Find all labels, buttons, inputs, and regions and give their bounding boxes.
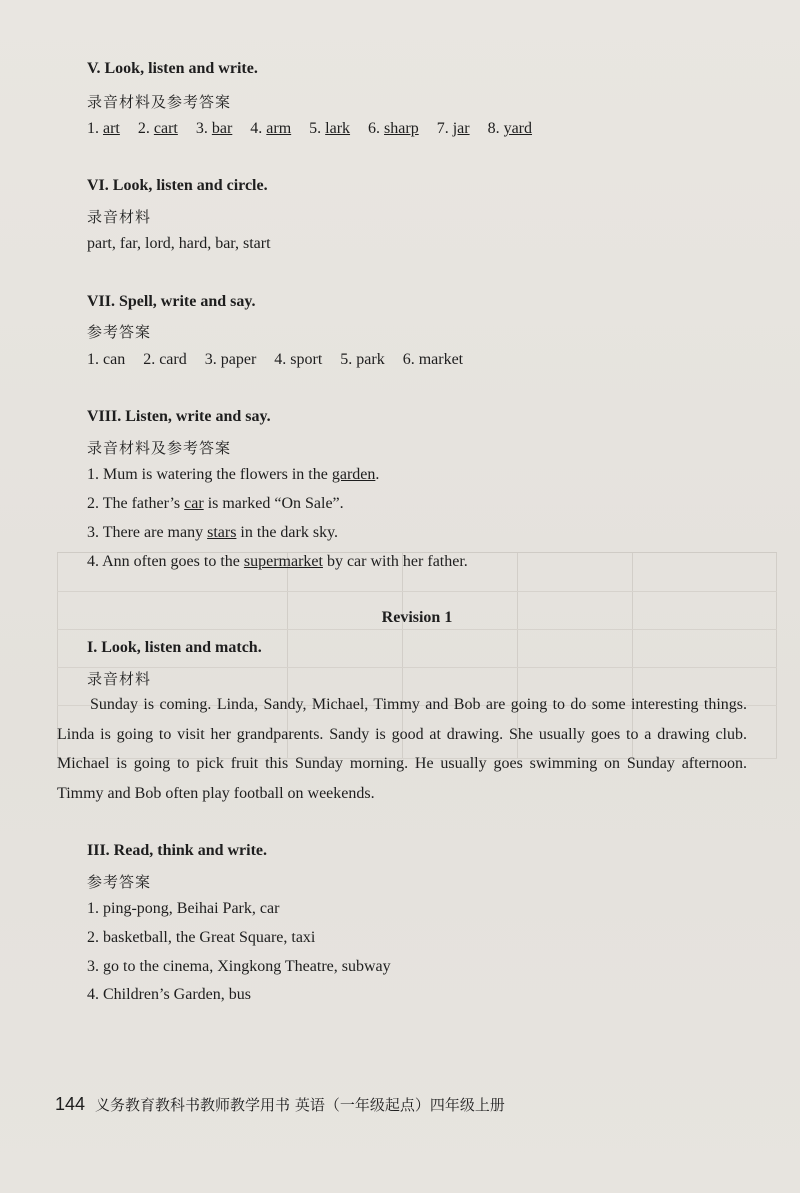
answer-item: 6. sharp xyxy=(368,120,419,137)
answer-item: 4. sport xyxy=(274,351,323,368)
list-item: 2. basketball, the Great Square, taxi xyxy=(87,929,316,946)
section-v-answers xyxy=(87,120,546,138)
answer-item: 6. market xyxy=(402,351,464,368)
revision-i-heading: I. Look, listen and match. xyxy=(87,639,262,656)
answer-item: 2. card xyxy=(143,351,187,368)
list-item: 4. Children’s Garden, bus xyxy=(87,986,251,1003)
list-item: 1. ping-pong, Beihai Park, car xyxy=(87,900,280,917)
section-viii-heading: VIII. Listen, write and say. xyxy=(87,408,271,425)
sentence-item: 3. There are many stars in the dark sky. xyxy=(87,524,339,541)
answer-item: 3. paper xyxy=(204,351,257,368)
answer-item: 5. park xyxy=(340,351,385,368)
answer-item: 8. yard xyxy=(487,120,533,137)
section-v-heading: V. Look, listen and write. xyxy=(87,60,258,77)
answer-item: 3. bar xyxy=(195,120,233,137)
page-footer xyxy=(55,1094,505,1115)
sentence-item: 4. Ann often goes to the supermarket by car with her father. xyxy=(87,553,468,570)
sentence-item: 2. The father’s car is marked “On Sale”. xyxy=(87,495,344,512)
section-v-subheading: 录音材料及参考答案 xyxy=(87,93,232,111)
answer-item: 5. lark xyxy=(309,120,351,137)
revision-iii-heading: III. Read, think and write. xyxy=(87,842,268,859)
answer-item: 1. art xyxy=(87,120,120,137)
section-viii-subheading: 录音材料及参考答案 xyxy=(87,439,232,457)
section-vi-text: part, far, lord, hard, bar, start xyxy=(87,235,271,252)
section-vii-subheading: 参考答案 xyxy=(87,323,152,341)
sentence-item: 1. Mum is watering the flowers in the garden. xyxy=(87,466,380,483)
revision-title: Revision 1 xyxy=(381,609,453,626)
answer-item: 2. cart xyxy=(137,120,178,137)
book-title: 义务教育教科书教师教学用书 英语（一年级起点）四年级上册 xyxy=(95,1096,505,1114)
revision-iii-subheading: 参考答案 xyxy=(87,873,152,891)
section-vii-answers xyxy=(87,351,477,369)
answer-item: 7. jar xyxy=(436,120,470,137)
page-number: 144 xyxy=(55,1094,86,1114)
revision-i-paragraph: Sunday is coming. Linda, Sandy, Michael, Timmy and Bob are going to do some interesting things. Linda is going to visit her grandparents. Sandy is good at drawing. She usually goes to a drawing club. Michael is going to pick fruit this Sunday morning. He usually goes swimming on Sunday afternoon. Timmy and Bob often play football on weekends. xyxy=(57,696,747,802)
section-vi-heading: VI. Look, listen and circle. xyxy=(87,177,268,194)
revision-i-subheading: 录音材料 xyxy=(87,670,152,688)
section-vii-heading: VII. Spell, write and say. xyxy=(87,293,256,310)
answer-item: 4. arm xyxy=(250,120,292,137)
answer-item: 1. can xyxy=(87,351,126,368)
list-item: 3. go to the cinema, Xingkong Theatre, subway xyxy=(87,958,391,975)
section-vi-subheading: 录音材料 xyxy=(87,208,152,226)
